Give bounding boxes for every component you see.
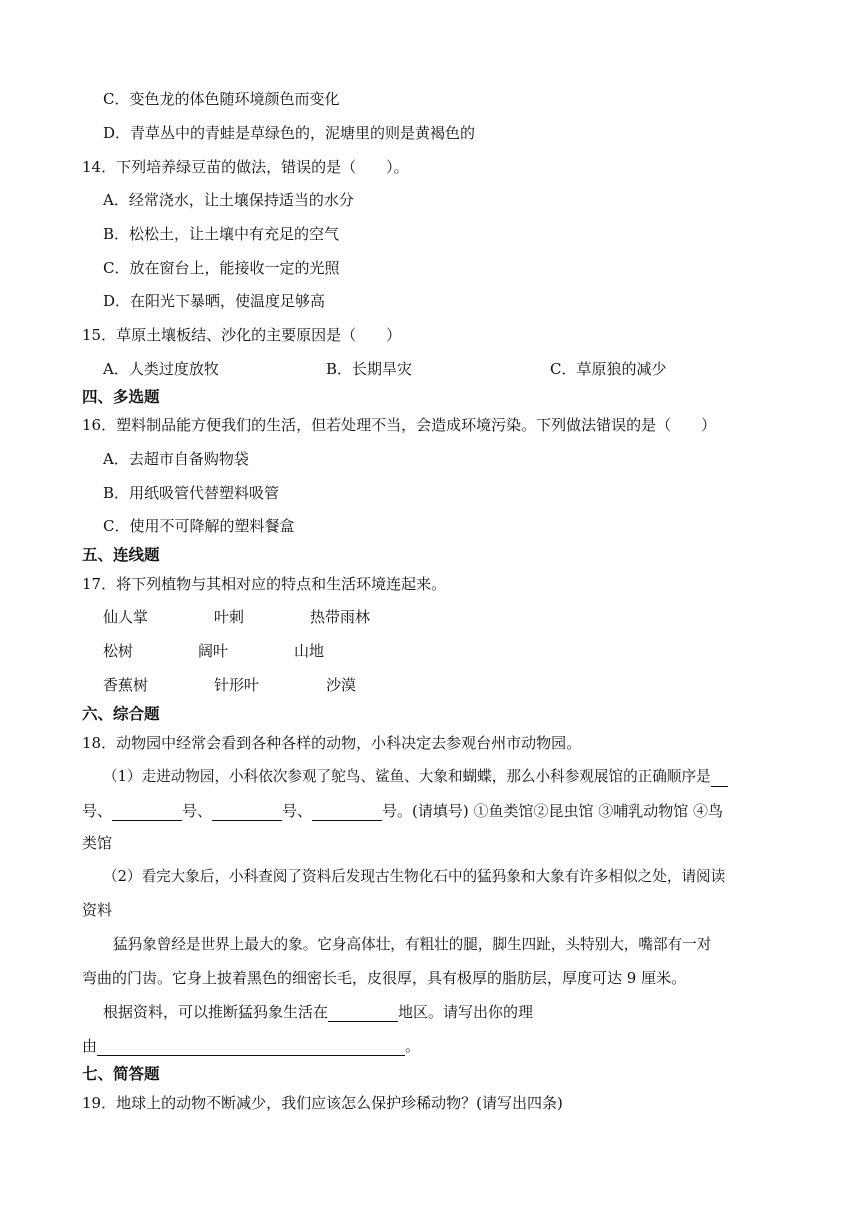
q17-habitat-3: 沙漠 [326,676,357,694]
q18-part1-line1 [103,767,728,787]
q14-option-c: C．放在窗台上，能接收一定的光照 [103,259,340,277]
q19-stem: 19．地球上的动物不断减少，我们应该怎么保护珍稀动物？(请写出四条) [82,1094,563,1112]
q17-stem: 17．将下列植物与其相对应的特点和生活环境连起来。 [82,575,447,593]
section-heading-matching: 五、连线题 [82,546,160,564]
q17-habitat-2: 山地 [294,642,325,660]
q14-stem: 14．下列培养绿豆苗的做法，错误的是（ ）。 [82,158,409,176]
section-heading-multiple-choice: 四、多选题 [82,388,160,406]
q13-option-c: C．变色龙的体色随环境颜色而变化 [103,90,340,108]
q18-inference-line [103,1002,533,1022]
q16-option-a: A．去超市自备购物袋 [103,450,249,468]
q14-option-d: D．在阳光下暴晒，使温度足够高 [103,292,326,310]
q18-material-line1: 猛犸象曾经是世界上最大的象。它身高体壮，有粗壮的腿，脚生四趾，头特别大，嘴部有一对 [113,936,712,953]
q18-blank-1[interactable] [711,769,728,787]
q18-part1-line2 [82,801,723,821]
q13-option-d: D．青草丛中的青蛙是草绿色的，泥塘里的则是黄褐色的 [103,124,476,142]
q18-part1-line3: 类馆 [82,834,113,852]
q16-option-b: B．用纸吸管代替塑料吸管 [103,484,280,502]
q18-part1-tail: 号。(请填号) ①鱼类馆②昆虫馆 ③哺乳动物馆 ④鸟 [382,802,724,820]
q18-part1-text: （1）走进动物园，小科依次参观了鸵鸟、鲨鱼、大象和蝴蝶，那么小科参观展馆的正确顺序是 [103,768,711,785]
q18-blank-4[interactable] [312,803,382,821]
q17-plant-1: 仙人掌 [103,608,149,626]
q18-part1-sep-1: 号、 [82,802,113,820]
q18-blank-2[interactable] [112,803,182,821]
q15-option-b: B．长期旱灾 [326,360,413,378]
q18-blank-3[interactable] [212,803,282,821]
q18-blank-reason[interactable] [97,1038,405,1056]
q18-blank-habitat[interactable] [328,1004,398,1022]
q15-stem: 15．草原土壤板结、沙化的主要原因是（ ） [82,326,402,344]
q16-stem: 16．塑料制品能方便我们的生活，但若处理不当，会造成环境污染。下列做法错误的是（ ） [82,416,717,434]
q14-option-b: B．松松土，让土壤中有充足的空气 [103,225,340,243]
q17-plant-3: 香蕉树 [103,676,149,694]
q15-option-c: C．草原狼的减少 [550,360,667,378]
q17-habitat-1: 热带雨林 [310,608,371,626]
q18-part1-sep-3: 号、 [282,802,313,820]
q18-material-line2: 弯曲的门齿。它身上披着黑色的细密长毛，皮很厚，具有极厚的脂肪层，厚度可达 9 厘米。 [82,969,687,987]
q18-reason-line [82,1036,420,1056]
q17-feature-2: 阔叶 [198,642,229,660]
q18-part1-sep-2: 号、 [182,802,213,820]
q16-option-c: C．使用不可降解的塑料餐盒 [103,517,295,535]
q17-plant-2: 松树 [103,642,134,660]
q18-stem: 18．动物园中经常会看到各种各样的动物，小科决定去参观台州市动物园。 [82,734,582,752]
q17-feature-1: 叶刺 [214,608,245,626]
q18-inference-text: 根据资料，可以推断猛犸象生活在 [103,1003,329,1021]
q18-inference-tail: 地区。请写出你的理 [398,1003,534,1021]
q18-reason-end: 。 [405,1037,421,1055]
section-heading-comprehensive: 六、综合题 [82,705,160,723]
q17-feature-3: 针形叶 [214,676,260,694]
q18-reason-label: 由 [82,1037,98,1055]
q18-part2-line2: 资料 [82,901,113,919]
q14-option-a: A．经常浇水，让土壤保持适当的水分 [103,191,354,209]
section-heading-short-answer: 七、简答题 [82,1065,160,1083]
q15-option-a: A．人类过度放牧 [103,360,219,378]
q18-part2-line1: （2）看完大象后，小科查阅了资料后发现古生物化石中的猛犸象和大象有许多相似之处，请阅读 [103,868,726,885]
